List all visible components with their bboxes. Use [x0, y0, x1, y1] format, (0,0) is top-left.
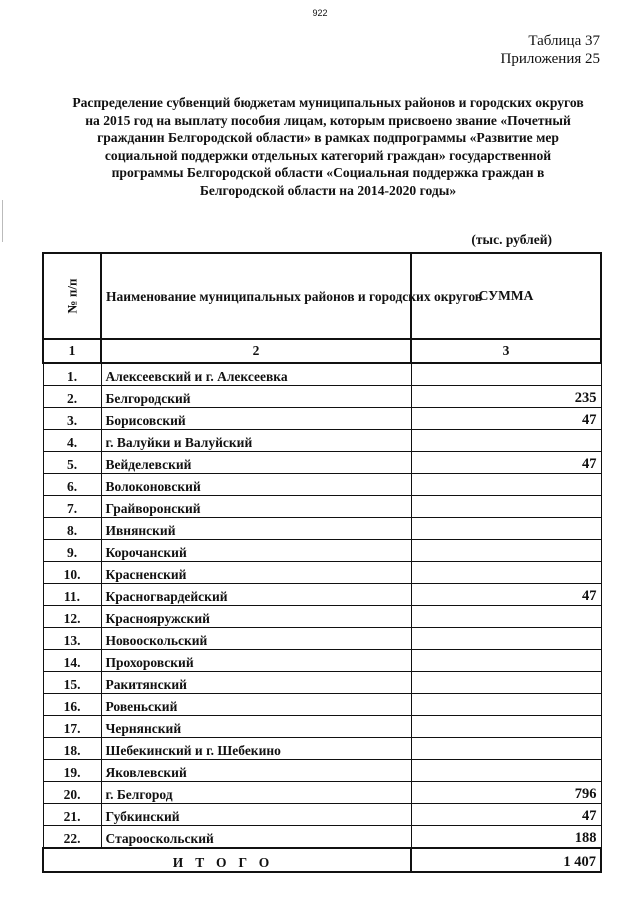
row-sum: 47: [411, 452, 601, 474]
header-row: [43, 253, 601, 339]
table-row: [43, 628, 601, 650]
row-sum: 47: [411, 584, 601, 606]
row-sum: [411, 363, 601, 386]
row-name: Прохоровский: [101, 650, 411, 672]
total-row: [43, 848, 601, 872]
table-row: [43, 452, 601, 474]
table-row: [43, 738, 601, 760]
row-name: Грайворонский: [101, 496, 411, 518]
total-value: 1 407: [411, 848, 601, 872]
header-name: Наименование муниципальных районов и городских округов: [101, 253, 411, 339]
row-name: Борисовский: [101, 408, 411, 430]
row-number: 2.: [43, 386, 101, 408]
row-name: Корочанский: [101, 540, 411, 562]
row-number: 12.: [43, 606, 101, 628]
row-sum: [411, 760, 601, 782]
table-row: [43, 782, 601, 804]
title-line: гражданин Белгородской области» в рамках подпрограммы «Развитие мер: [97, 130, 559, 145]
row-number: 17.: [43, 716, 101, 738]
table-row: [43, 672, 601, 694]
row-number: 14.: [43, 650, 101, 672]
table-row: [43, 562, 601, 584]
row-name: Ивнянский: [101, 518, 411, 540]
row-number: 13.: [43, 628, 101, 650]
row-number: 8.: [43, 518, 101, 540]
table-caption: [501, 32, 601, 68]
row-number: 18.: [43, 738, 101, 760]
row-number: 20.: [43, 782, 101, 804]
row-name: г. Белгород: [101, 782, 411, 804]
row-name: Новооскольский: [101, 628, 411, 650]
column-number-3: 3: [411, 339, 601, 363]
row-name: Красногвардейский: [101, 584, 411, 606]
row-name: Чернянский: [101, 716, 411, 738]
row-number: 6.: [43, 474, 101, 496]
row-name: Губкинский: [101, 804, 411, 826]
row-name: Яковлевский: [101, 760, 411, 782]
row-name: Ровеньский: [101, 694, 411, 716]
table-row: [43, 363, 601, 386]
row-sum: [411, 650, 601, 672]
row-number: 11.: [43, 584, 101, 606]
table-row: [43, 760, 601, 782]
subsidy-table: [42, 252, 602, 873]
row-sum: [411, 716, 601, 738]
table-row: [43, 826, 601, 849]
row-number: 3.: [43, 408, 101, 430]
units-label: (тыс. рублей): [471, 232, 552, 247]
table-row: [43, 518, 601, 540]
row-number: 7.: [43, 496, 101, 518]
row-number: 22.: [43, 826, 101, 849]
table-row: [43, 408, 601, 430]
row-number: 16.: [43, 694, 101, 716]
table-row: [43, 694, 601, 716]
scan-edge-mark: [2, 200, 3, 242]
row-number: 19.: [43, 760, 101, 782]
table-row: [43, 474, 601, 496]
table-row: [43, 716, 601, 738]
row-sum: 188: [411, 826, 601, 849]
row-sum: [411, 496, 601, 518]
row-sum: 235: [411, 386, 601, 408]
title-line: Распределение субвенций бюджетам муниципальных районов и городских округов: [72, 95, 584, 110]
row-number: 4.: [43, 430, 101, 452]
row-sum: [411, 628, 601, 650]
title-line: социальной поддержки отдельных категорий граждан» государственной: [104, 147, 552, 163]
row-name: Белгородский: [101, 386, 411, 408]
row-sum: [411, 606, 601, 628]
row-number: 9.: [43, 540, 101, 562]
table-label: Таблица 37: [528, 33, 600, 49]
row-name: Вейделевский: [101, 452, 411, 474]
header-number: № п/п: [64, 278, 79, 314]
title-line: на 2015 год на выплату пособия лицам, которым присвоено звание «Почетный: [85, 112, 571, 128]
row-sum: [411, 540, 601, 562]
table-row: [43, 386, 601, 408]
row-name: Шебекинский и г. Шебекино: [101, 738, 411, 760]
row-sum: [411, 474, 601, 496]
row-name: Алексеевский и г. Алексеевка: [101, 363, 411, 386]
table-row: [43, 496, 601, 518]
row-sum: [411, 694, 601, 716]
row-sum: 47: [411, 804, 601, 826]
row-sum: [411, 562, 601, 584]
row-sum: [411, 672, 601, 694]
row-sum: [411, 738, 601, 760]
header-number-cell: [43, 253, 101, 339]
column-number-row: [43, 339, 601, 363]
column-number-2: 2: [101, 339, 411, 363]
row-name: Красненский: [101, 562, 411, 584]
page-number: 922: [312, 8, 328, 18]
title-line: Белгородской области на 2014-2020 годы»: [199, 182, 457, 198]
table-row: [43, 430, 601, 452]
document-title: [52, 94, 604, 199]
row-number: 21.: [43, 804, 101, 826]
table-row: [43, 650, 601, 672]
table-row: [43, 606, 601, 628]
row-name: Старооскольский: [101, 826, 411, 849]
row-name: Краснояружский: [101, 606, 411, 628]
row-name: Волоконовский: [101, 474, 411, 496]
row-number: 10.: [43, 562, 101, 584]
row-sum: 47: [411, 408, 601, 430]
header-sum: СУММА: [411, 253, 601, 339]
appendix-label: Приложения 25: [500, 51, 600, 67]
row-number: 15.: [43, 672, 101, 694]
row-name: г. Валуйки и Валуйский: [101, 430, 411, 452]
table-row: [43, 804, 601, 826]
table-row: [43, 584, 601, 606]
row-sum: [411, 518, 601, 540]
row-sum: 796: [411, 782, 601, 804]
row-number: 5.: [43, 452, 101, 474]
row-sum: [411, 430, 601, 452]
title-line: программы Белгородской области «Социальная поддержка граждан в: [111, 165, 545, 180]
row-number: 1.: [43, 363, 101, 386]
table-row: [43, 540, 601, 562]
column-number-1: 1: [43, 339, 101, 363]
total-label: ИТОГО: [43, 848, 411, 872]
row-name: Ракитянский: [101, 672, 411, 694]
